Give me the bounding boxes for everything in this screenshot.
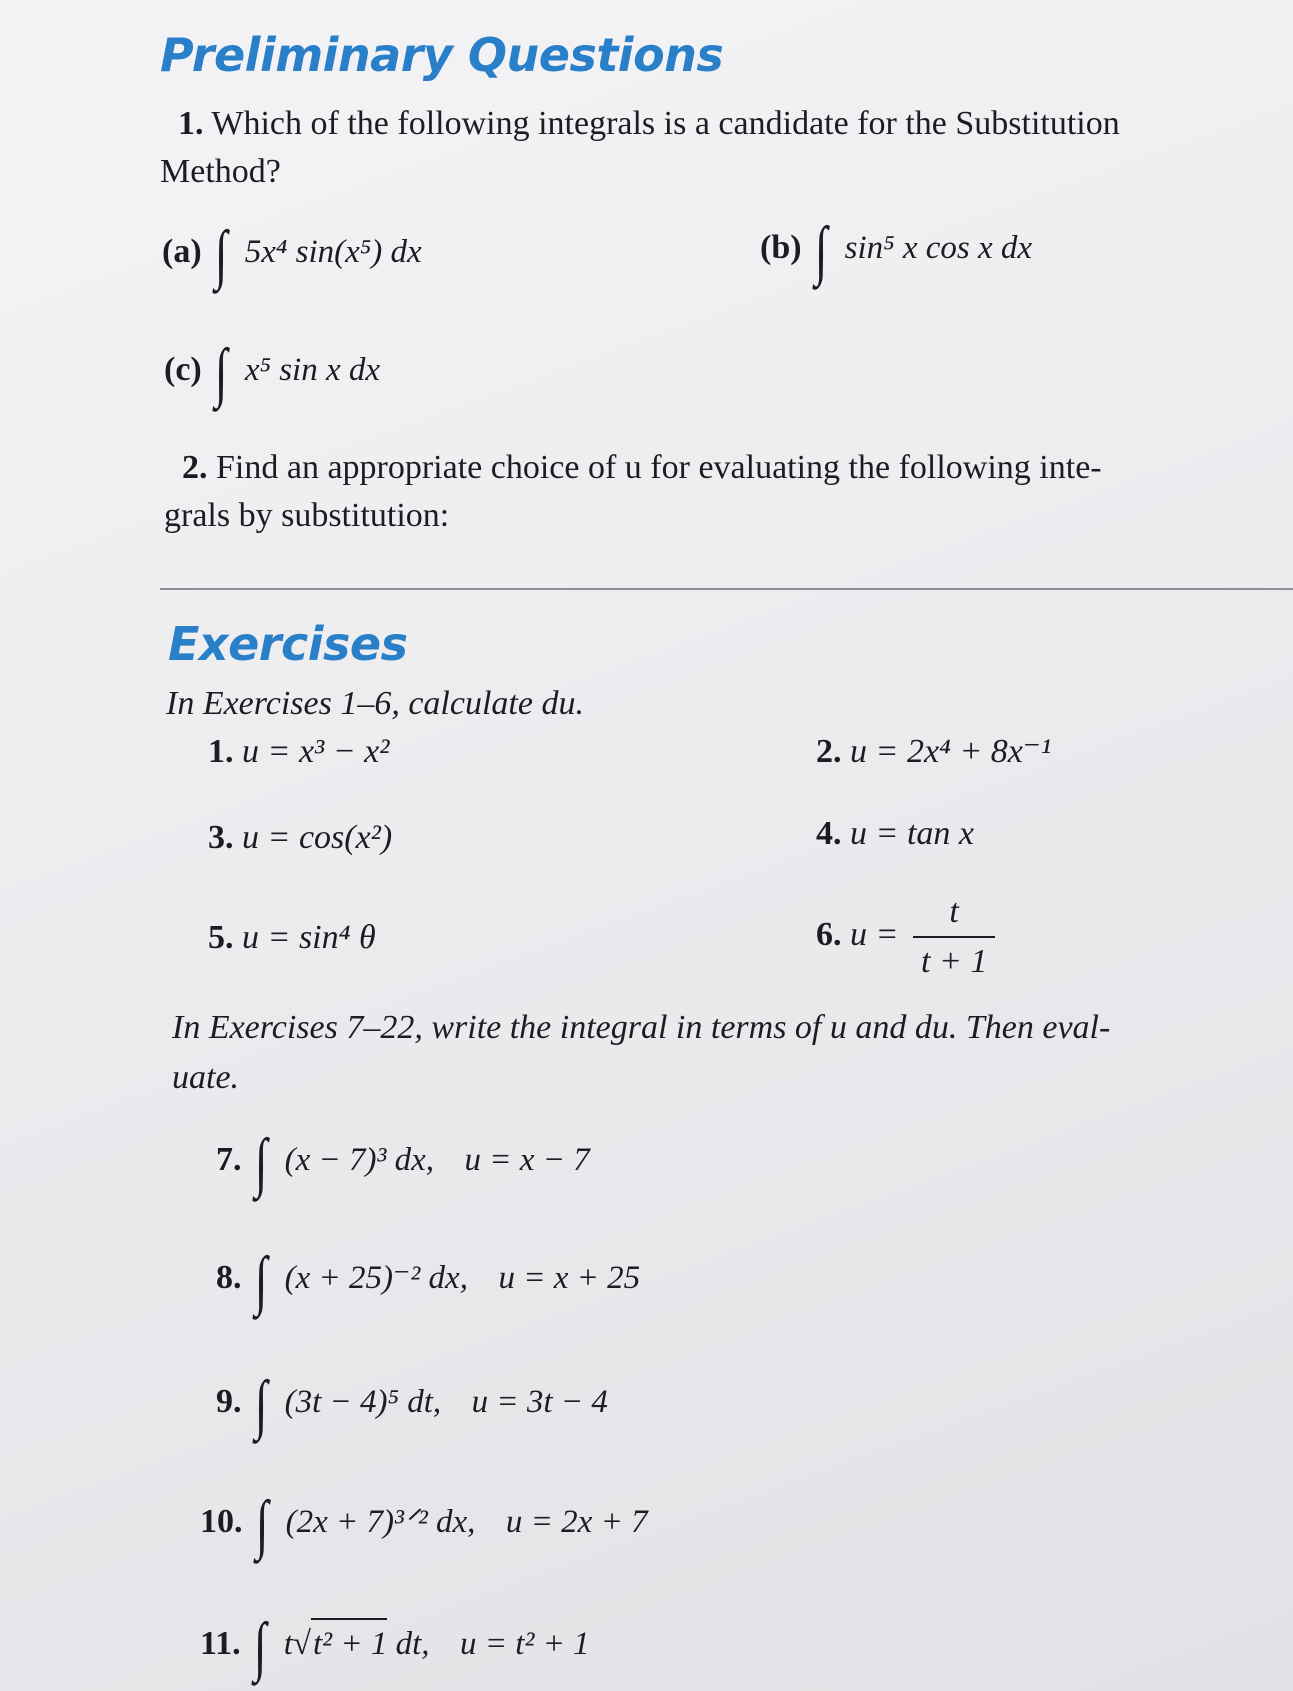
exercise-number: 6. — [816, 915, 842, 953]
exercise-number: 8. — [216, 1259, 242, 1296]
q2-text-line2: grals by substitution: — [164, 497, 450, 534]
exercise-substitution: u = x − 7 — [464, 1142, 590, 1178]
q2-text-line1: Find an appropriate choice of u for evaluating the following inte- — [216, 449, 1102, 486]
sqrt-icon: √ — [292, 1626, 312, 1662]
exercise-expr: u = cos(x²) — [242, 819, 393, 856]
exercise-item — [216, 1244, 641, 1317]
exercise-expr: u = — [850, 915, 899, 953]
integral-sign-icon: ∫ — [254, 1244, 268, 1317]
q1-a-label: (a) — [162, 233, 202, 270]
exercise-number: 1. — [208, 733, 234, 770]
exercise-substitution: u = 3t − 4 — [471, 1384, 608, 1420]
integral-sign-icon: ∫ — [814, 214, 828, 287]
exercise-item — [200, 1610, 590, 1683]
q1-a-expr: 5x⁴ sin(x⁵) dx — [244, 234, 422, 270]
exercise-item — [208, 814, 392, 862]
exercise-integrand: (x + 25)⁻² dx, — [284, 1260, 468, 1296]
exercise-expr: u = sin⁴ θ — [242, 919, 376, 956]
exercise-integrand: (x − 7)³ dx, — [284, 1142, 435, 1178]
exercises-heading: Exercises — [168, 617, 408, 671]
fraction-numerator: t — [949, 893, 959, 930]
q1-number: 1. — [178, 105, 204, 142]
exercise-item — [208, 728, 389, 776]
exercise-expr: u = 2x⁴ + 8x⁻¹ — [850, 733, 1052, 770]
exercises-intro-2-line1: In Exercises 7–22, write the integral in terms of u and du. Then eval- — [172, 1009, 1111, 1046]
exercise-number: 4. — [816, 815, 842, 852]
exercises-intro-1: In Exercises 1–6, calculate du. — [166, 685, 584, 722]
integral-sign-icon: ∫ — [255, 1488, 269, 1561]
exercises-intro-2-line2: uate. — [172, 1059, 240, 1096]
q1-b-label: (b) — [760, 229, 802, 266]
integral-sign-icon: ∫ — [214, 336, 228, 409]
exercise-integrand: (2x + 7)³ᐟ² dx, — [285, 1504, 476, 1540]
exercise-substitution: u = t² + 1 — [460, 1626, 590, 1662]
exercise-expr: u = tan x — [850, 815, 974, 852]
q1-option-c — [164, 336, 381, 409]
exercise-item — [208, 914, 376, 962]
exercise-number: 7. — [216, 1141, 242, 1178]
q1-line1 — [178, 100, 1120, 148]
exercise-number: 11. — [200, 1625, 241, 1662]
q2-number: 2. — [182, 449, 208, 486]
integral-sign-icon: ∫ — [254, 1126, 268, 1199]
q1-option-b — [760, 214, 1033, 287]
exercise-number: 5. — [208, 919, 234, 956]
exercise-item — [816, 888, 995, 986]
exercise-integrand: t — [283, 1626, 293, 1662]
q1-option-a — [162, 218, 422, 291]
exercise-substitution: u = x + 25 — [498, 1260, 641, 1296]
q1-b-expr: sin⁵ x cos x dx — [844, 230, 1033, 266]
exercise-item — [816, 810, 974, 858]
exercise-item — [216, 1126, 590, 1199]
exercise-integrand: dt, — [387, 1626, 430, 1662]
exercise-item — [216, 1368, 608, 1441]
exercise-item — [816, 728, 1051, 776]
q2-line1 — [182, 444, 1102, 492]
sqrt-body: t² + 1 — [311, 1618, 387, 1668]
preliminary-heading: Preliminary Questions — [160, 28, 724, 82]
fraction — [913, 888, 995, 986]
exercise-substitution: u = 2x + 7 — [505, 1504, 648, 1540]
q1-c-label: (c) — [164, 351, 202, 388]
exercise-item — [200, 1488, 648, 1561]
q1-c-expr: x⁵ sin x dx — [244, 352, 381, 388]
exercise-expr: u = x³ − x² — [242, 733, 390, 770]
integral-sign-icon: ∫ — [254, 1368, 268, 1441]
exercise-integrand: (3t − 4)⁵ dt, — [284, 1384, 442, 1420]
exercise-number: 10. — [200, 1503, 243, 1540]
exercise-number: 2. — [816, 733, 842, 770]
q1-text-line1: Which of the following integrals is a candidate for the Substitution — [211, 105, 1120, 142]
section-divider — [160, 588, 1293, 590]
q1-text-line2: Method? — [160, 153, 281, 190]
integral-sign-icon: ∫ — [253, 1610, 267, 1683]
fraction-denominator: t + 1 — [913, 936, 995, 986]
exercise-number: 9. — [216, 1383, 242, 1420]
exercise-number: 3. — [208, 819, 234, 856]
integral-sign-icon: ∫ — [214, 218, 228, 291]
